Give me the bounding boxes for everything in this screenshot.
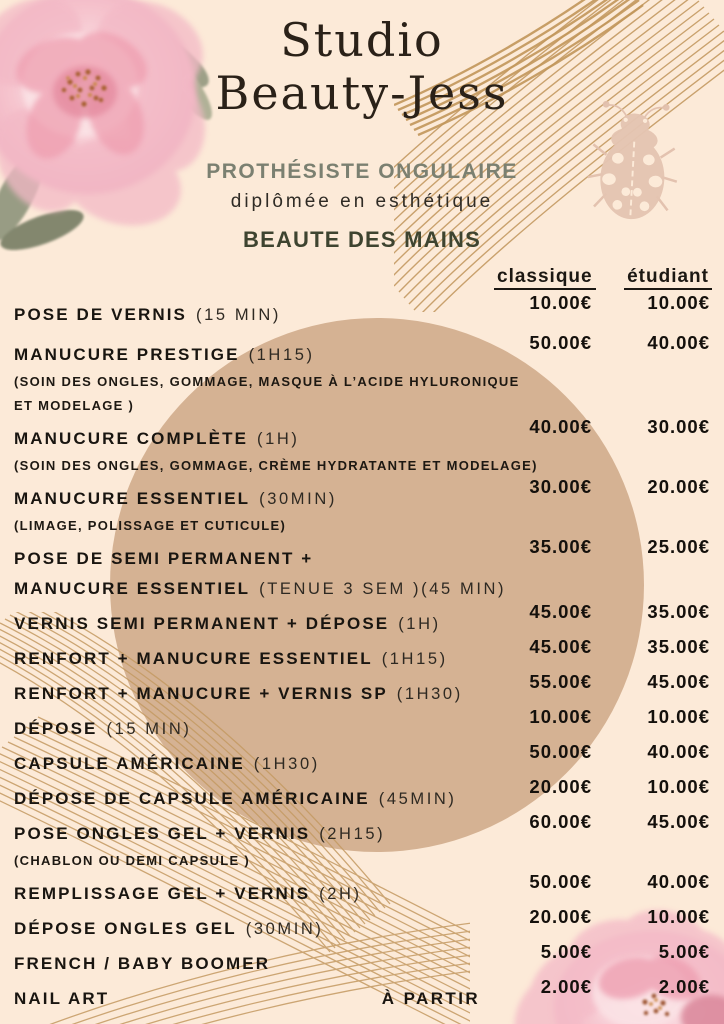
service-duration: (1H15): [381, 650, 448, 668]
column-header-etudiant: étudiant: [600, 266, 718, 288]
page-title: [0, 14, 724, 120]
service-duration: (2H): [319, 885, 362, 903]
price-classique: 60.00€: [529, 811, 592, 832]
price-etudiant: 45.00€: [647, 811, 710, 832]
price-classique: 20.00€: [529, 906, 592, 927]
table-row: [14, 671, 718, 705]
column-header-classique: classique: [494, 266, 600, 288]
price-classique: 50.00€: [529, 871, 592, 892]
table-row: [14, 476, 718, 510]
service-name: MANUCURE ESSENTIEL: [14, 489, 251, 508]
table-row: [14, 536, 718, 570]
price-classique: 10.00€: [529, 292, 592, 313]
price-classique: 5.00€: [540, 941, 592, 962]
service-duration: (15 MIN): [106, 720, 192, 738]
service-description: (LIMAGE, POLISSAGE ET CUTICULE): [14, 518, 287, 533]
service-name: DÉPOSE DE CAPSULE AMÉRICAINE: [14, 789, 370, 808]
price-classique: 50.00€: [529, 741, 592, 762]
service-duration: (30MIN): [259, 490, 337, 508]
price-etudiant: 20.00€: [647, 476, 710, 497]
price-etudiant: 10.00€: [647, 776, 710, 797]
price-etudiant: 30.00€: [647, 416, 710, 437]
table-row: [14, 906, 718, 940]
price-classique: 50.00€: [529, 332, 592, 353]
price-etudiant: 5.00€: [658, 941, 710, 962]
table-row: [14, 976, 718, 1010]
table-row: [14, 332, 718, 366]
price-etudiant: 40.00€: [647, 871, 710, 892]
price-classique: 45.00€: [529, 636, 592, 657]
service-duration: (15 MIN): [196, 306, 281, 324]
price-classique: 30.00€: [529, 476, 592, 497]
service-name: MANUCURE PRESTIGE: [14, 345, 240, 364]
service-name: CAPSULE AMÉRICAINE: [14, 754, 245, 773]
table-row: [14, 416, 718, 450]
service-duration: (2H15): [319, 825, 386, 843]
service-name: NAIL ART: [14, 989, 110, 1008]
title-line2: Beauty-Jess: [215, 66, 509, 120]
price-classique: 20.00€: [529, 776, 592, 797]
service-duration: (1H30): [396, 685, 463, 703]
service-name: MANUCURE ESSENTIEL: [14, 579, 251, 598]
table-row: [14, 941, 718, 975]
price-table: [14, 266, 718, 1023]
table-row: [14, 871, 718, 905]
profession-subtitle: PROTHÉSISTE ONGULAIRE: [206, 160, 518, 183]
service-duration: (TENUE 3 SEM )(45 MIN): [259, 580, 507, 598]
qualification-subtitle: diplômée en esthétique: [230, 191, 494, 212]
table-row: [14, 811, 718, 845]
price-classique: 35.00€: [529, 536, 592, 557]
price-etudiant: 35.00€: [647, 601, 710, 622]
service-name: DÉPOSE ONGLES GEL: [14, 919, 237, 938]
service-description: (CHABLON OU DEMI CAPSULE ): [14, 853, 251, 868]
price-etudiant: 45.00€: [647, 671, 710, 692]
price-classique: 45.00€: [529, 601, 592, 622]
service-name: POSE ONGLES GEL + VERNIS: [14, 824, 311, 843]
service-duration: (1H): [398, 615, 441, 633]
service-duration: (45MIN): [378, 790, 457, 808]
price-classique: 40.00€: [529, 416, 592, 437]
service-name: POSE DE SEMI PERMANENT +: [14, 549, 314, 568]
service-name: RENFORT + MANUCURE + VERNIS SP: [14, 684, 388, 703]
table-row: [14, 292, 718, 326]
service-description: (SOIN DES ONGLES, GOMMAGE, MASQUE À L’ACIDE HYLURONIQUE ET MODELAGE ): [14, 374, 520, 413]
service-name: RENFORT + MANUCURE ESSENTIEL: [14, 649, 373, 668]
price-classique: 2.00€: [540, 976, 592, 997]
price-etudiant: 10.00€: [647, 292, 710, 313]
service-name: POSE DE VERNIS: [14, 305, 187, 324]
service-duration: (1H): [257, 430, 300, 448]
section-title: BEAUTE DES MAINS: [243, 227, 481, 252]
table-row: [14, 636, 718, 670]
price-classique: 10.00€: [529, 706, 592, 727]
price-etudiant: 40.00€: [647, 741, 710, 762]
table-row: [14, 741, 718, 775]
price-etudiant: 10.00€: [647, 706, 710, 727]
price-etudiant: 2.00€: [658, 976, 710, 997]
service-name: VERNIS SEMI PERMANENT + DÉPOSE: [14, 614, 390, 633]
price-etudiant: 25.00€: [647, 536, 710, 557]
price-table-header: [14, 266, 718, 288]
service-name: MANUCURE COMPLÈTE: [14, 429, 249, 448]
table-row: [14, 776, 718, 810]
service-name: REMPLISSAGE GEL + VERNIS: [14, 884, 311, 903]
table-row-continuation: [14, 578, 718, 600]
service-name: DÉPOSE: [14, 719, 98, 738]
service-name: FRENCH / BABY BOOMER: [14, 954, 271, 973]
service-description: (SOIN DES ONGLES, GOMMAGE, CRÈME HYDRATANTE ET MODELAGE): [14, 458, 538, 473]
price-etudiant: 40.00€: [647, 332, 710, 353]
price-etudiant: 10.00€: [647, 906, 710, 927]
title-line1: Studio: [280, 13, 444, 67]
table-row: [14, 706, 718, 740]
service-duration: (1H30): [253, 755, 320, 773]
service-duration: (30MIN): [245, 920, 324, 938]
price-note: À PARTIR: [381, 989, 480, 1008]
table-row: [14, 601, 718, 635]
service-duration: (1H15): [248, 346, 315, 364]
price-classique: 55.00€: [529, 671, 592, 692]
price-etudiant: 35.00€: [647, 636, 710, 657]
